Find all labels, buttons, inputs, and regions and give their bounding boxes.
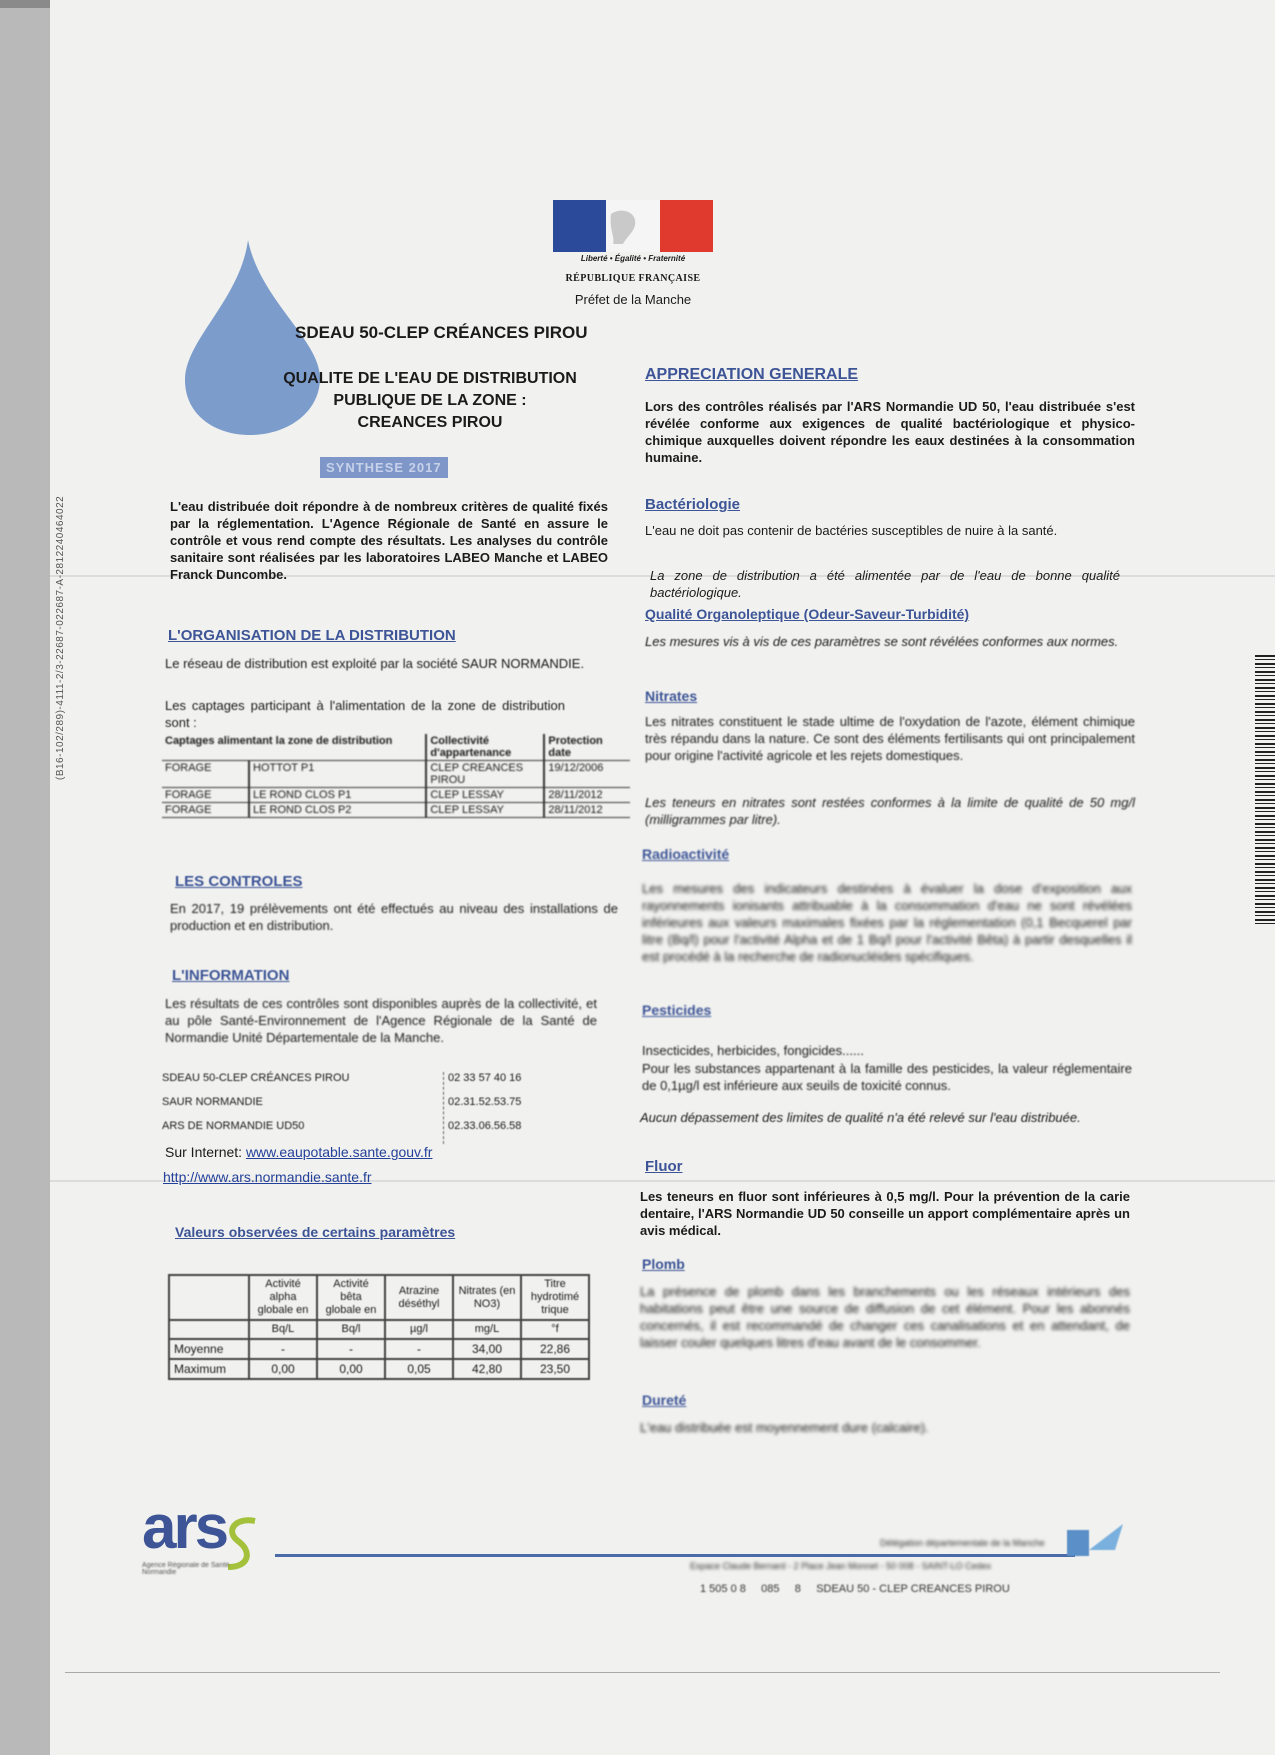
table-cell: 42,80: [453, 1359, 521, 1379]
information-text: Les résultats de ces contrôles sont disponibles auprès de la collectivité, et au pôle Santé-Environnement de l'Agence Régionale de la Santé de Normandie Unité Départementale de la Manche.: [165, 996, 597, 1045]
footer-rule: [275, 1554, 1075, 1557]
radio-text: Les mesures des indicateurs destinées à évaluer la dose d'exposition aux rayonnements ionisants attribuable à la consommation d'eau ne sont révélées inférieures aux valeurs maximales fixées par la réglementation (0,1 Becquerel par litre (Bq/l) pour l'activité Alpha et de 1 Bq/l pour l'activité Bêta) à partir desquelles il est procédé à la recherche de radionucléides spécifiques.: [642, 881, 1132, 964]
column-unit: °f: [521, 1320, 589, 1339]
appreciation-heading: APPRECIATION GENERALE: [645, 366, 859, 383]
pesticides-heading: Pesticides: [642, 1002, 712, 1018]
contact-name: ARS DE NORMANDIE UD50: [162, 1120, 305, 1132]
table-cell: 34,00: [453, 1339, 521, 1359]
manche-logo-icon: [1065, 1520, 1125, 1560]
bottom-rule: [65, 1672, 1220, 1673]
republique-francaise: RÉPUBLIQUE FRANÇAISE: [565, 273, 701, 284]
information-heading: L'INFORMATION: [172, 967, 290, 984]
table-row: [169, 1359, 589, 1379]
appreciation-text: Lors des contrôles réalisés par l'ARS Normandie UD 50, l'eau distribuée s'est révélée conforme aux exigences de qualité bactériologique et physico-chimique auxquelles doivent répondre les eaux destinées à la consommation humaine.: [645, 399, 1135, 465]
marianne-tagline: Liberté • Égalité • Fraternité: [580, 254, 686, 263]
pesticides-text-1: Insecticides, herbicides, fongicides......: [642, 1043, 864, 1058]
pesticides-text-2: Pour les substances appartenant à la famille des pesticides, la valeur réglementaire de 0,1µg/l est inférieure aux seuils de toxicité connus.: [642, 1061, 1132, 1093]
collectivite-header: Collectivité d'appartenance: [426, 734, 544, 761]
ars-link[interactable]: http://www.ars.normandie.sante.fr: [163, 1169, 372, 1185]
valeurs-heading: Valeurs observées de certains paramètres: [175, 1224, 456, 1240]
column-header: Activité alpha globale en: [249, 1275, 317, 1320]
nitrates-text: Les nitrates constituent le stade ultime de l'oxydation de l'azote, élément chimique très répandu dans la nature. Ce sont des éléments fertilisants qui ont principalement pour origine l'activité agricole et les rejets domestiques.: [645, 714, 1135, 763]
footer-address: Espace Claude Bernard - 2 Place Jean Monnet - 50 008 - SAINT-LO Cedex: [690, 1561, 992, 1571]
table-row: [162, 788, 630, 803]
contacts-phones: [443, 1072, 568, 1144]
table-cell: 0,00: [249, 1359, 317, 1379]
ars-logo: ars: [142, 1493, 227, 1562]
column-header: Activité bêta globale en: [317, 1275, 385, 1320]
protection-header: Protection date: [544, 734, 630, 761]
contact-phone: 02.33.06.56.58: [448, 1120, 522, 1132]
table-cell: CLEP CREANCES PIROU: [426, 761, 544, 788]
fluor-text: Les teneurs en fluor sont inférieures à 0,5 mg/l. Pour la prévention de la carie dentaire, l'ARS Normandie UD 50 conseille un apport complémentaire après un avis médical.: [640, 1189, 1130, 1238]
column-unit: Bq/L: [249, 1320, 317, 1339]
table-cell: LE ROND CLOS P2: [249, 803, 426, 818]
side-barcode: [1255, 655, 1275, 925]
table-row: [162, 761, 630, 788]
internet-line: [165, 1144, 432, 1160]
eaupotable-link[interactable]: www.eaupotable.sante.gouv.fr: [245, 1144, 433, 1160]
nitrates-note: Les teneurs en nitrates sont restées conformes à la limite de qualité de 50 mg/l (milligrammes par litre).: [645, 795, 1135, 827]
column-header: Atrazine déséthyl: [385, 1275, 453, 1320]
table-cell: 0,05: [385, 1359, 453, 1379]
column-header: Titre hydrotimé trique: [521, 1275, 589, 1320]
durete-heading: Dureté: [642, 1392, 687, 1408]
bacterio-text: L'eau ne doit pas contenir de bactéries susceptibles de nuire à la santé.: [645, 523, 1058, 538]
plomb-text: La présence de plomb dans les branchements ou les réseaux intérieurs des habitations peut être une source de diffusion de cet élément. Pour les abonnés concernés, il est recommandé de changer ces canalisations et en attendant, de laisser couler quelques litres d'eau avant de le consommer.: [640, 1284, 1130, 1350]
unit-corner: [169, 1320, 249, 1339]
table-cell: CLEP LESSAY: [426, 803, 544, 818]
radio-heading: Radioactivité: [642, 846, 730, 862]
scan-left-margin: [0, 0, 50, 1755]
table-cell: 23,50: [521, 1359, 589, 1379]
valeurs-table: [168, 1274, 590, 1380]
synthese-badge: SYNTHESE 2017: [320, 457, 448, 478]
table-cell: 28/11/2012: [544, 803, 630, 818]
column-unit: µg/l: [385, 1320, 453, 1339]
column-unit: Bq/l: [317, 1320, 385, 1339]
contacts-names: [162, 1072, 432, 1144]
table-row: [162, 803, 630, 818]
organo-heading: Qualité Organoleptique (Odeur-Saveur-Turbidité): [645, 606, 970, 622]
marianne-logo-icon: [553, 200, 713, 252]
table-cell: 19/12/2006: [544, 761, 630, 788]
table-cell: -: [385, 1339, 453, 1359]
table-cell: FORAGE: [162, 761, 249, 788]
controles-text: En 2017, 19 prélèvements ont été effectués au niveau des installations de production et en distribution.: [170, 901, 618, 933]
fluor-heading: Fluor: [645, 1158, 683, 1175]
table-cell: 22,86: [521, 1339, 589, 1359]
organo-text: Les mesures vis à vis de ces paramètres se sont révélées conformes aux normes.: [645, 634, 1119, 649]
nitrates-heading: Nitrates: [645, 688, 698, 704]
footer-code-line: 1 505 0 8 085 8 SDEAU 50 - CLEP CREANCES PIROU: [700, 1583, 1010, 1595]
org-title: SDEAU 50-CLEP CRÉANCES PIROU: [295, 323, 588, 342]
contact-phone: 02 33 57 40 16: [448, 1072, 522, 1084]
subtitle-line: QUALITE DE L'EAU DE DISTRIBUTION: [283, 370, 577, 387]
subtitle-block: [245, 368, 615, 434]
intro-paragraph: L'eau distribuée doit répondre à de nombreux critères de qualité fixés par la réglementation. L'Agence Régionale de Santé en assure le contrôle et vous rend compte des résultats. Les analyses du contrôle sanitaire sont réalisées par les laboratoires LABEO Manche et LABEO Franck Duncombe.: [170, 499, 608, 582]
table-cell: 28/11/2012: [544, 788, 630, 803]
table-row: [169, 1339, 589, 1359]
column-header: Nitrates (en NO3): [453, 1275, 521, 1320]
table-cell: -: [317, 1339, 385, 1359]
table-corner: [169, 1275, 249, 1320]
bacterio-heading: Bactériologie: [645, 496, 741, 513]
subtitle-line: CREANCES PIROU: [357, 414, 503, 431]
column-unit: mg/L: [453, 1320, 521, 1339]
internet-label: Sur Internet:: [165, 1144, 246, 1160]
controles-heading: LES CONTROLES: [175, 873, 303, 890]
row-label: Maximum: [169, 1359, 249, 1379]
organisation-heading: L'ORGANISATION DE LA DISTRIBUTION: [168, 627, 456, 644]
organisation-text-1: Le réseau de distribution est exploité par la société SAUR NORMANDIE.: [165, 656, 585, 671]
table-cell: -: [249, 1339, 317, 1359]
table-cell: HOTTOT P1: [249, 761, 426, 788]
contact-name: SDEAU 50-CLEP CRÉANCES PIROU: [162, 1072, 350, 1084]
footer-delegation: Délégation départementale de la Manche: [880, 1538, 1045, 1548]
bacterio-note: La zone de distribution a été alimentée par de l'eau de bonne qualité bactériologique.: [650, 568, 1120, 600]
table-cell: CLEP LESSAY: [426, 788, 544, 803]
contact-phone: 02.31.52.53.75: [448, 1096, 522, 1108]
contact-name: SAUR NORMANDIE: [162, 1096, 263, 1108]
side-code: (B16-102/289)-4111-2/3-22687-022687-A-2812240464022: [55, 495, 66, 780]
row-label: Moyenne: [169, 1339, 249, 1359]
captages-table: [162, 734, 630, 818]
pesticides-note: Aucun dépassement des limites de qualité n'a été relevé sur l'eau distribuée.: [640, 1110, 1081, 1125]
organisation-text-2: Les captages participant à l'alimentation de la zone de distribution sont :: [165, 698, 565, 730]
table-cell: 0,00: [317, 1359, 385, 1379]
prefet-label: Préfet de la Manche: [574, 292, 692, 307]
durete-text: L'eau distribuée est moyennement dure (calcaire).: [640, 1420, 929, 1435]
captages-header: Captages alimentant la zone de distribution: [162, 734, 426, 761]
subtitle-line: PUBLIQUE DE LA ZONE :: [333, 392, 527, 409]
table-cell: LE ROND CLOS P1: [249, 788, 426, 803]
ars-subtitle: Agence Régionale de Santé Normandie: [142, 1562, 230, 1576]
table-cell: FORAGE: [162, 803, 249, 818]
plomb-heading: Plomb: [642, 1256, 685, 1272]
table-cell: FORAGE: [162, 788, 249, 803]
